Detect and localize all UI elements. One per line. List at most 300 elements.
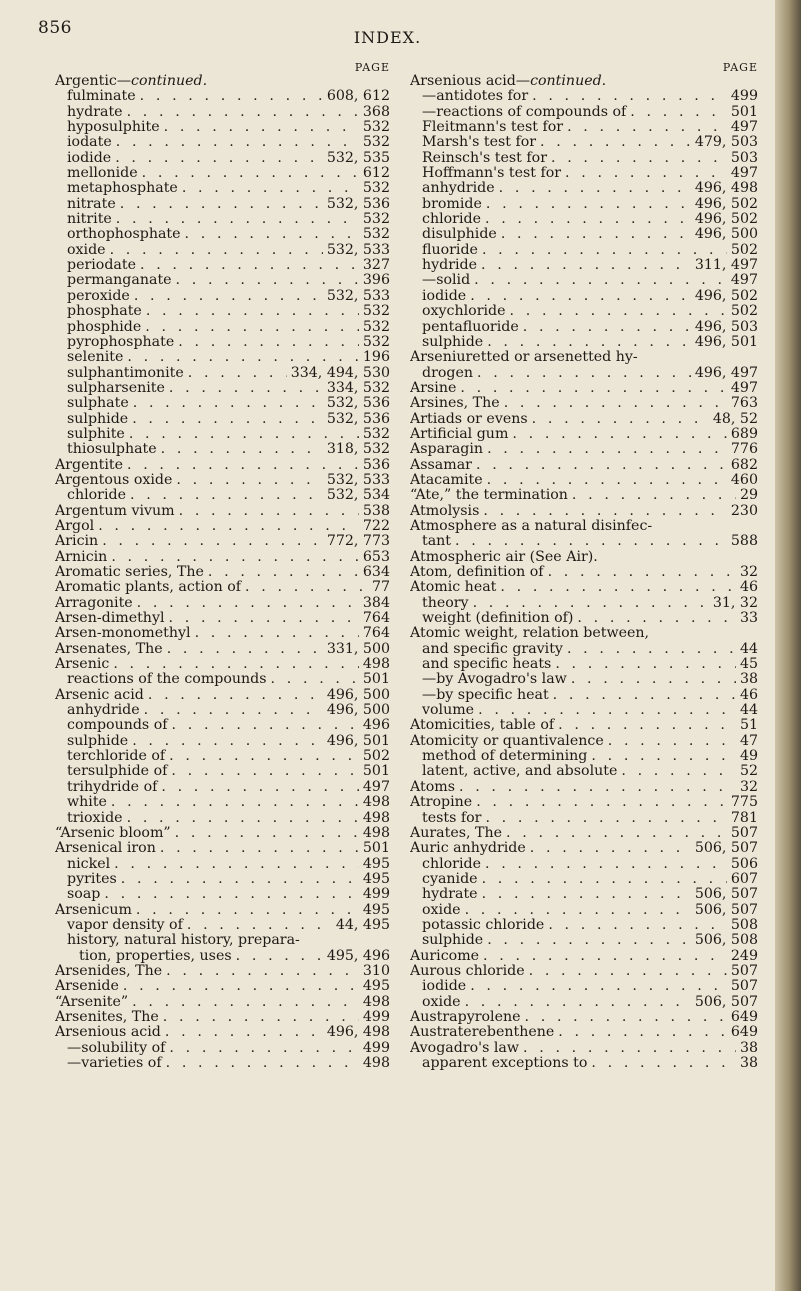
entry-page-ref: 532 [362,319,390,335]
entry-term [410,626,649,641]
entry-term [410,672,567,687]
entry-page-ref: 496, 500 [326,703,390,719]
entry-term [55,933,300,948]
index-entry [55,918,390,933]
entry-term [55,366,184,381]
index-entry [55,657,390,672]
index-entry [55,289,390,304]
entry-term [410,841,526,856]
entry-term-text: disulphide [422,227,497,243]
index-entry [55,1041,390,1056]
index-entry [410,857,758,872]
entry-page-ref: 763 [730,396,758,412]
entry-page-ref: 32 [739,565,758,580]
dot-leader [169,1041,359,1056]
entry-term-text: pentafluoride [422,319,519,335]
dot-leader [551,151,727,166]
dot-leader [161,442,323,457]
dot-leader [127,811,359,826]
entry-page-ref: 764 [362,626,390,642]
entry-page-ref: 46 [739,580,758,596]
dot-leader [504,396,727,411]
index-entry [410,565,758,580]
dot-leader [482,243,727,258]
dot-leader [483,504,727,519]
dot-leader [164,120,359,135]
entry-page-ref: 495 [362,856,390,872]
dot-leader [137,596,359,611]
entry-term [410,135,536,150]
entry-page-ref: 497 [730,380,758,396]
entry-term [410,734,604,749]
entry-term-text: chloride [67,488,126,504]
dot-leader [470,289,691,304]
entry-page-ref: 501 [362,672,390,688]
dot-leader [178,335,359,350]
dot-leader [530,841,691,856]
entry-term [55,488,126,503]
dot-leader [621,764,736,779]
entry-page-ref: 327 [362,258,390,274]
entry-page-ref: 501 [362,841,390,857]
index-entry [410,918,758,933]
entry-term [410,811,481,826]
entry-term [410,688,549,703]
entry-term [55,995,128,1010]
dot-leader [236,949,323,964]
page-column-label: PAGE [354,61,390,74]
dot-leader [487,335,691,350]
index-entry [55,304,390,319]
entry-page-ref: 495 [362,871,390,887]
entry-term [410,580,496,595]
page-title: INDEX. [353,28,422,47]
entry-term-text: Arsenides, The [55,963,163,979]
entry-page-ref: 496, 501 [694,334,758,350]
dot-leader [132,995,359,1010]
dot-leader [512,427,727,442]
entry-term [410,381,456,396]
entry-page-ref: 44, 495 [335,917,390,933]
entry-page-ref: 52 [739,764,758,780]
entry-term-text: drogen [422,365,474,381]
entry-term [55,1025,161,1040]
dot-leader [485,212,691,227]
dot-leader [476,795,727,810]
index-entry [55,1025,390,1040]
entry-term-text: peroxide [67,288,130,304]
dot-leader [163,1010,359,1025]
entry-term [410,504,479,519]
dot-leader [506,826,727,841]
index-entry [55,550,390,565]
entry-term-text: Atomicities, table of [410,718,555,734]
entry-term-text: mellonide [67,166,138,182]
entry-term [410,611,573,626]
entry-term-text: oxide [422,902,461,918]
dot-leader [98,519,359,534]
entry-term-text: Arsen-dimethyl [55,611,165,627]
dot-leader [245,580,368,595]
index-entry [55,197,390,212]
entry-term [410,227,497,242]
entry-term-text: potassic chloride [422,917,545,933]
entry-term [410,166,561,181]
entry-term [55,979,119,994]
entry-page-ref: 608, 612 [326,89,390,105]
entry-term [55,181,178,196]
index-entry [410,442,758,457]
entry-page-ref: 497 [730,166,758,182]
dot-leader [113,657,359,672]
entry-term [55,626,191,641]
entry-term-text: Artiads or evens [410,411,528,427]
page-edge-shadow [775,0,801,1291]
dot-leader [591,749,736,764]
entry-page-ref: 498 [362,994,390,1010]
index-entry [55,795,390,810]
entry-term-text: iodate [67,135,112,151]
entry-term [55,734,128,749]
dot-leader [140,258,359,273]
entry-term-text: nitrate [67,196,116,212]
dot-leader [195,626,359,641]
entry-term [55,135,112,150]
entry-term-text: —varieties of [67,1056,162,1071]
entry-term [410,89,528,104]
dot-leader [160,841,359,856]
entry-page-ref: 368 [362,104,390,120]
dot-leader [127,458,359,473]
dot-leader [591,1056,736,1071]
entry-term-text: tion, properties, uses [79,948,232,964]
entry-term [55,151,111,166]
entry-term [410,657,551,672]
dot-leader [529,964,727,979]
entry-term-text: tant [422,534,451,550]
entry-page-ref: 503 [730,150,758,166]
index-entry [410,320,758,335]
entry-term-text: trioxide [67,810,123,826]
entry-term [55,273,172,288]
entry-term-text: sulphide [422,933,484,949]
entry-page-ref: 48, 52 [712,411,758,427]
entry-term-text: weight (definition of) [422,611,574,627]
entry-term-text: oxychloride [422,304,506,320]
entry-term-text: Auric anhydride [410,841,526,857]
entry-term-text: Argentum vivum [55,503,175,519]
entry-term-text: pyrophosphate [67,334,175,350]
index-entry [55,120,390,135]
index-entry [55,872,390,887]
index-column-left [55,62,390,1071]
entry-term-text: Aurous chloride [410,963,525,979]
dot-leader [121,872,359,887]
index-entry [410,151,758,166]
dot-leader [460,381,727,396]
entry-term-text: thiosulphate [67,442,157,458]
entry-term [410,995,461,1010]
dot-leader [132,734,323,749]
dot-leader [455,534,727,549]
entry-term [410,74,606,89]
entry-term-text: volume [422,703,475,719]
entry-page-ref: 506, 507 [694,902,758,918]
dot-leader [532,89,727,104]
entry-term [410,396,500,411]
dot-leader [123,979,359,994]
entry-term-text: sulphide [67,411,129,427]
entry-term [410,749,587,764]
entry-term-text: fluoride [422,242,478,258]
index-entry [410,611,758,626]
entry-page-ref: 196 [362,350,390,366]
index-entry [55,826,390,841]
dot-leader [175,826,359,841]
entry-term-text: Arnicin [55,549,108,565]
entry-term [410,565,544,580]
entry-term-text: orthophosphate [67,227,181,243]
dot-leader [145,320,359,335]
entry-term [55,473,172,488]
index-entry [55,151,390,166]
index-entry [410,811,758,826]
entry-term [410,764,617,779]
entry-page-ref: 502 [730,304,758,320]
entry-term [410,289,466,304]
entry-term [410,1025,554,1040]
index-entry [55,780,390,795]
entry-term-text: Reinsch's test for [422,150,547,166]
index-entry [410,488,758,503]
entry-term-text: sulphate [67,396,129,412]
entry-term [55,166,138,181]
entry-page-ref: 532, 533 [326,288,390,304]
entry-term-text: Atacamite [410,472,483,488]
entry-page-ref: 495 [362,979,390,995]
index-entry [55,135,390,150]
entry-term [55,335,174,350]
entry-term-text: sulphite [67,426,125,442]
entry-term [410,304,506,319]
entry-page-ref: 532 [362,135,390,151]
dot-leader [608,734,736,749]
entry-term-text: white [67,795,107,811]
entry-page-ref: 532 [362,304,390,320]
entry-page-ref: 532 [362,120,390,136]
entry-page-ref: 506, 508 [694,933,758,949]
index-entry [410,626,758,641]
index-entry [55,979,390,994]
entry-page-ref: 532 [362,334,390,350]
continued-label: continued. [530,74,607,89]
dot-leader [176,273,359,288]
entry-page-ref: 498 [362,1056,390,1071]
index-entry [410,995,758,1010]
entry-term-text: nickel [67,856,111,872]
entry-page-ref: 649 [730,1025,758,1041]
entry-term [410,243,478,258]
entry-term-text: Avogadro's law [410,1040,520,1056]
dot-leader [176,473,322,488]
entry-page-ref: 764 [362,611,390,627]
dot-leader [485,857,727,872]
dot-leader [188,366,287,381]
entry-term [410,903,461,918]
entry-page-ref: 249 [730,948,758,964]
index-entry [55,534,390,549]
index-entry [410,381,758,396]
index-entry [55,227,390,242]
entry-page-ref: 775 [730,795,758,811]
dot-leader [465,995,691,1010]
entry-term-text: nitrite [67,212,112,228]
dot-leader [120,197,323,212]
entry-term-text: fulminate [67,89,136,105]
index-entry [55,642,390,657]
index-entry [410,550,758,565]
dot-leader [165,1025,323,1040]
entry-page-ref: 334, 532 [326,380,390,396]
index-entry [410,458,758,473]
index-entry [410,427,758,442]
entry-term [410,887,478,902]
entry-page-ref: 506 [730,856,758,872]
entry-term-text: Atmosphere as a natural disinfec- [410,518,653,534]
dot-leader [477,366,691,381]
index-entry [55,811,390,826]
index-entry [55,488,390,503]
entry-page-ref: 498 [362,657,390,673]
index-entry [410,749,758,764]
entry-page-ref: 38 [739,1040,758,1056]
index-entry [55,903,390,918]
entry-term [410,151,547,166]
entry-term [410,534,451,549]
dot-leader [499,181,691,196]
entry-term-text: Artificial gum [410,426,509,442]
page-column-label: PAGE [722,61,758,74]
entry-page-ref: 506, 507 [694,994,758,1010]
entry-page-ref: 496, 500 [326,687,390,703]
entry-term-text: hydride [422,258,478,274]
entry-page-ref: 310 [362,963,390,979]
entry-term [55,412,128,427]
index-entry [410,396,758,411]
index-entry [410,289,758,304]
entry-term [55,826,171,841]
entry-term-text: Arsenic acid [55,687,144,703]
entry-page-ref: 29 [739,488,758,504]
entry-page-ref: 532, 535 [326,150,390,166]
index-entry [410,1010,758,1025]
dot-leader [486,197,691,212]
entry-term [55,903,132,918]
entry-page-ref: 311, 497 [694,258,758,274]
entry-term-text: Atmospheric air (See Air). [410,549,598,565]
entry-page-ref: 607 [730,871,758,887]
entry-term [410,1010,521,1025]
entry-term-text: tests for [422,810,482,826]
entry-term-text: Arsen-monomethyl [55,626,191,642]
page-number: 856 [38,18,72,38]
entry-term-text: Aromatic series, The [55,565,204,580]
index-entry [410,964,758,979]
index-entry [410,826,758,841]
entry-page-ref: 532 [362,426,390,442]
entry-term [55,887,100,902]
entry-term-text: bromide [422,196,482,212]
entry-term [55,688,144,703]
entry-term-text: Aurates, The [410,825,503,841]
entry-term [410,780,455,795]
dot-leader [565,166,727,181]
entry-term-text: pyrites [67,871,117,887]
entry-term [55,580,241,595]
entry-page-ref: 496, 502 [694,288,758,304]
entry-term [410,488,568,503]
entry-term [55,304,142,319]
entry-page-ref: 781 [730,810,758,826]
dot-leader [144,703,323,718]
entry-page-ref: 532 [362,212,390,228]
index-entry [410,596,758,611]
entry-term [410,320,519,335]
entry-page-ref: 507 [730,979,758,995]
entry-page-ref: 506, 507 [694,887,758,903]
index-entry [410,903,758,918]
dot-leader [111,795,359,810]
entry-term-text: Arsenites, The [55,1009,159,1025]
entry-page-ref: 496, 502 [694,212,758,228]
entry-term-text: anhydride [67,703,140,719]
entry-term-text: —by specific heat [422,687,549,703]
entry-term [55,320,141,335]
entry-page-ref: 506, 507 [694,841,758,857]
dot-leader [179,504,359,519]
entry-page-ref: 499 [362,1040,390,1056]
entry-term [410,442,483,457]
dot-leader [271,672,359,687]
entry-term-text: oxide [67,242,106,258]
index-entry [410,872,758,887]
entry-term [410,826,502,841]
entry-page-ref: 502 [730,242,758,258]
entry-term [55,1010,159,1025]
entry-page-ref: 776 [730,442,758,458]
entry-page-ref: 501 [362,764,390,780]
index-entry [410,105,758,120]
entry-term-text: and specific heats [422,657,552,673]
index-entry [410,227,758,242]
dot-leader [482,872,727,887]
entry-page-ref: 46 [739,687,758,703]
entry-term [55,442,157,457]
dot-leader [169,611,359,626]
entry-term [410,949,479,964]
entry-term-text: sulphide [422,334,484,350]
dot-leader [473,596,709,611]
index-entry [410,366,758,381]
entry-term [410,366,473,381]
index-column-right [410,62,758,1071]
entry-page-ref: 498 [362,825,390,841]
entry-term [410,519,652,534]
entry-term-text: chloride [422,212,481,228]
entry-term [55,74,207,89]
entry-page-ref: 497 [730,273,758,289]
dot-leader [572,488,736,503]
